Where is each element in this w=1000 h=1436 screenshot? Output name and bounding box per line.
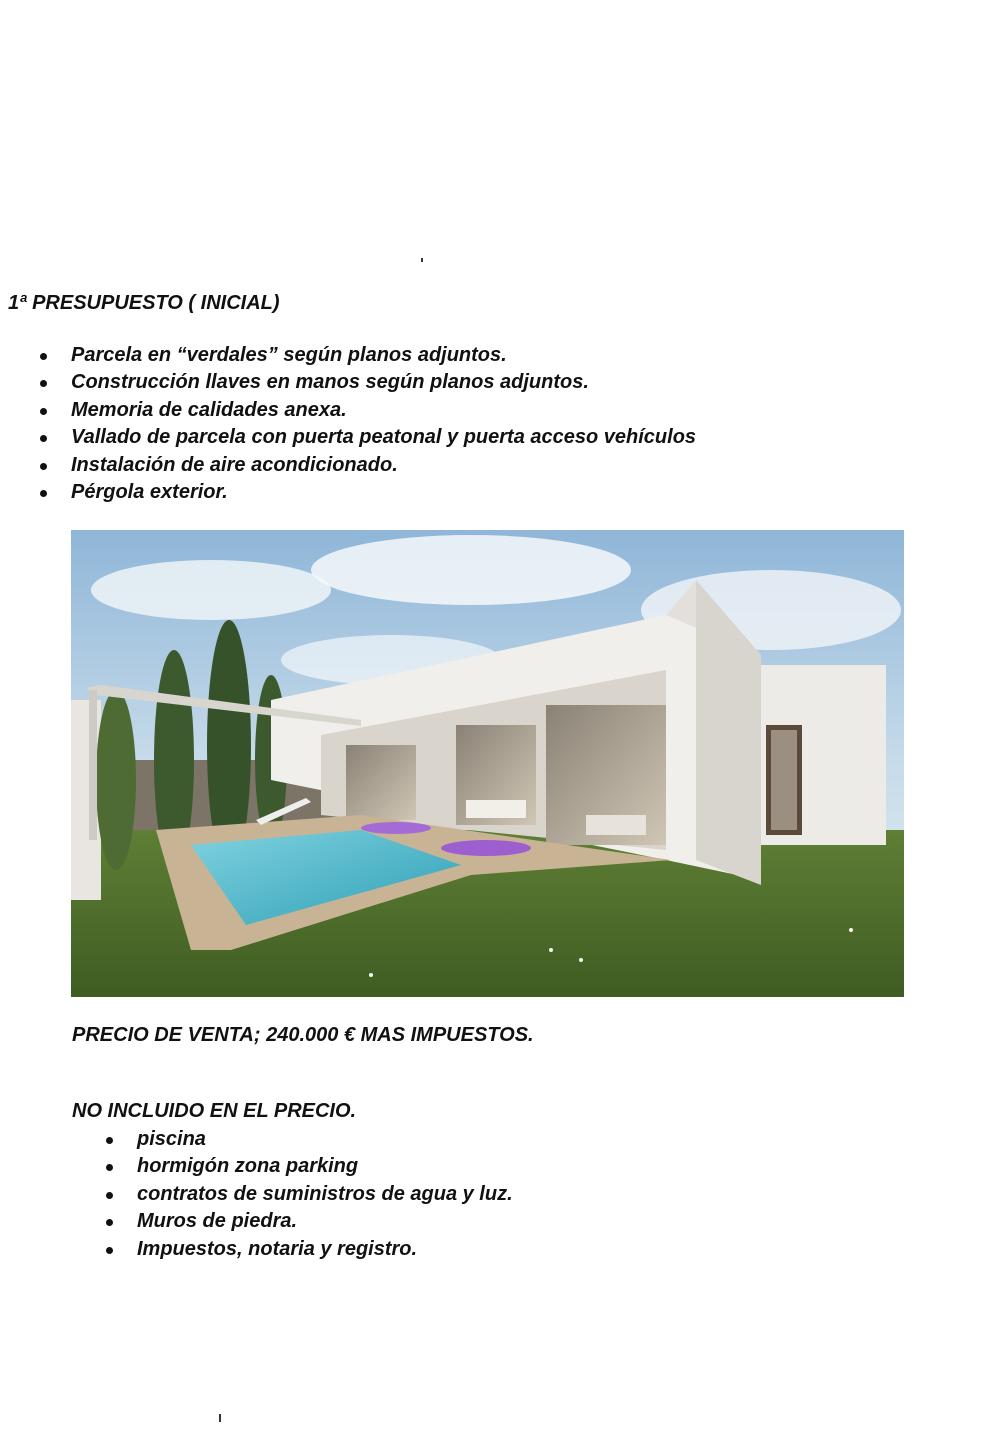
- bullet-icon: [106, 1247, 113, 1254]
- bullet-icon: [40, 435, 47, 442]
- bullet-icon: [106, 1219, 113, 1226]
- bullet-icon: [40, 353, 47, 360]
- list-item: piscina: [137, 1126, 513, 1153]
- list-item: Impuestos, notaria y registro.: [137, 1236, 513, 1263]
- list-item: contratos de suministros de agua y luz.: [137, 1181, 513, 1208]
- bullet-icon: [106, 1164, 113, 1171]
- list-item: Pérgola exterior.: [71, 479, 696, 506]
- bullet-icon: [40, 408, 47, 415]
- house-render-image: [71, 530, 904, 997]
- bullet-icon: [40, 463, 47, 470]
- list-item: Construcción llaves en manos según planos adjuntos.: [71, 369, 696, 396]
- list-item: hormigón zona parking: [137, 1153, 513, 1180]
- features-list: [71, 342, 696, 506]
- bullet-icon: [106, 1192, 113, 1199]
- list-item: Vallado de parcela con puerta peatonal y puerta acceso vehículos: [71, 424, 696, 451]
- budget-title: 1ª PRESUPUESTO ( INICIAL): [8, 292, 280, 314]
- bullet-icon: [40, 380, 47, 387]
- bullet-icon: [40, 490, 47, 497]
- not-included-list: [137, 1126, 513, 1263]
- scan-mark: [421, 258, 423, 262]
- scan-mark: [219, 1414, 221, 1422]
- sale-price: PRECIO DE VENTA; 240.000 € MAS IMPUESTOS.: [72, 1024, 534, 1046]
- list-item: Muros de piedra.: [137, 1208, 513, 1235]
- list-item: Instalación de aire acondicionado.: [71, 452, 696, 479]
- list-item: Parcela en “verdales” según planos adjuntos.: [71, 342, 696, 369]
- not-included-title: NO INCLUIDO EN EL PRECIO.: [72, 1100, 357, 1122]
- list-item: Memoria de calidades anexa.: [71, 397, 696, 424]
- bullet-icon: [106, 1137, 113, 1144]
